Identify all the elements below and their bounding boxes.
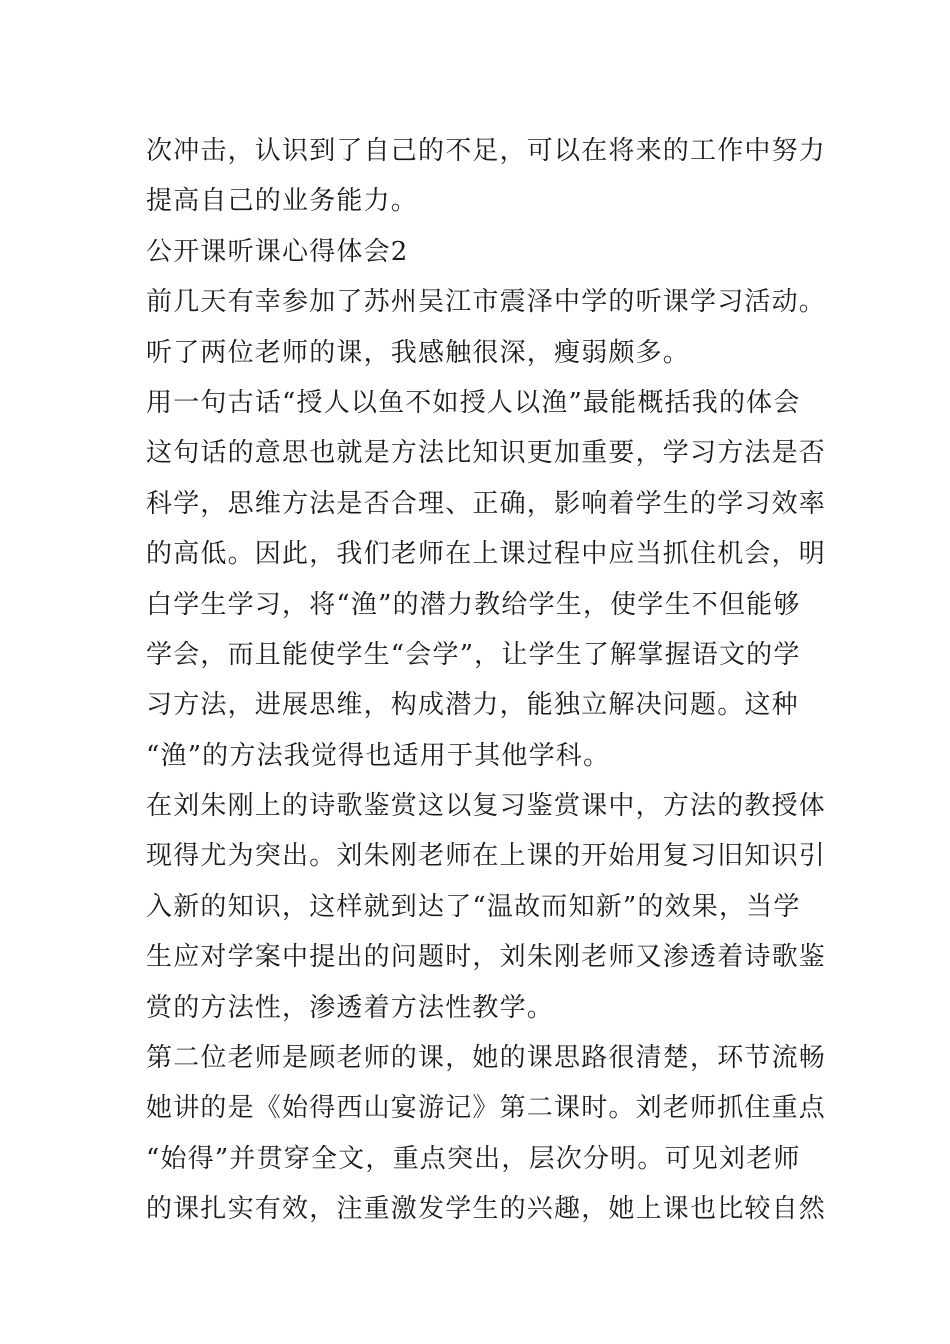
text-line: 听了两位老师的课，我感触很深，瘦弱颇多。 bbox=[146, 337, 691, 368]
text-line: 她讲的是《始得西山宴游记》第二课时。刘老师抓住重点 bbox=[146, 1093, 827, 1124]
text-line: 在刘朱刚上的诗歌鉴赏这以复习鉴赏课中，方法的教授体 bbox=[146, 791, 827, 822]
text-line: 学会，而且能使学生“会学”，让学生了解掌握语文的学 bbox=[146, 639, 801, 670]
text-line: 赏的方法性，渗透着方法性教学。 bbox=[146, 992, 555, 1023]
document-body bbox=[146, 126, 827, 1235]
text-line: 入新的知识，这样就到达了“温故而知新”的效果，当学 bbox=[146, 891, 801, 922]
text-line: 次冲击，认识到了自己的不足，可以在将来的工作中努力 bbox=[146, 136, 827, 166]
text-line: 生应对学案中提出的问题时，刘朱刚老师又渗透着诗歌鉴 bbox=[146, 942, 827, 973]
text-line: 第二位老师是顾老师的课，她的课思路很清楚，环节流畅 bbox=[146, 1043, 827, 1074]
section-heading: 公开课听课心得体会2 bbox=[146, 236, 409, 267]
text-line: 用一句古话“授人以鱼不如授人以渔”最能概括我的体会 bbox=[146, 387, 801, 418]
text-line: 现得尤为突出。刘朱刚老师在上课的开始用复习旧知识引 bbox=[146, 841, 827, 872]
text-line: 提高自己的业务能力。 bbox=[146, 186, 419, 217]
text-line: 的课扎实有效，注重激发学生的兴趣，她上课也比较自然 bbox=[146, 1194, 827, 1225]
text-line: 科学，思维方法是否合理、正确，影响着学生的学习效率 bbox=[146, 488, 827, 519]
text-line: 这句话的意思也就是方法比知识更加重要，学习方法是否 bbox=[146, 438, 827, 469]
text-line: “渔”的方法我觉得也适用于其他学科。 bbox=[146, 740, 611, 771]
text-line: 习方法，进展思维，构成潜力，能独立解决问题。这种 bbox=[146, 690, 799, 721]
text-line: 前几天有幸参加了苏州吴江市震泽中学的听课学习活动。 bbox=[146, 287, 827, 318]
text-line: 的高低。因此，我们老师在上课过程中应当抓住机会，明 bbox=[146, 539, 827, 570]
text-line: “始得”并贯穿全文，重点突出，层次分明。可见刘老师 bbox=[146, 1143, 801, 1174]
text-line: 白学生学习，将“渔”的潜力教给学生，使学生不但能够 bbox=[146, 589, 801, 620]
